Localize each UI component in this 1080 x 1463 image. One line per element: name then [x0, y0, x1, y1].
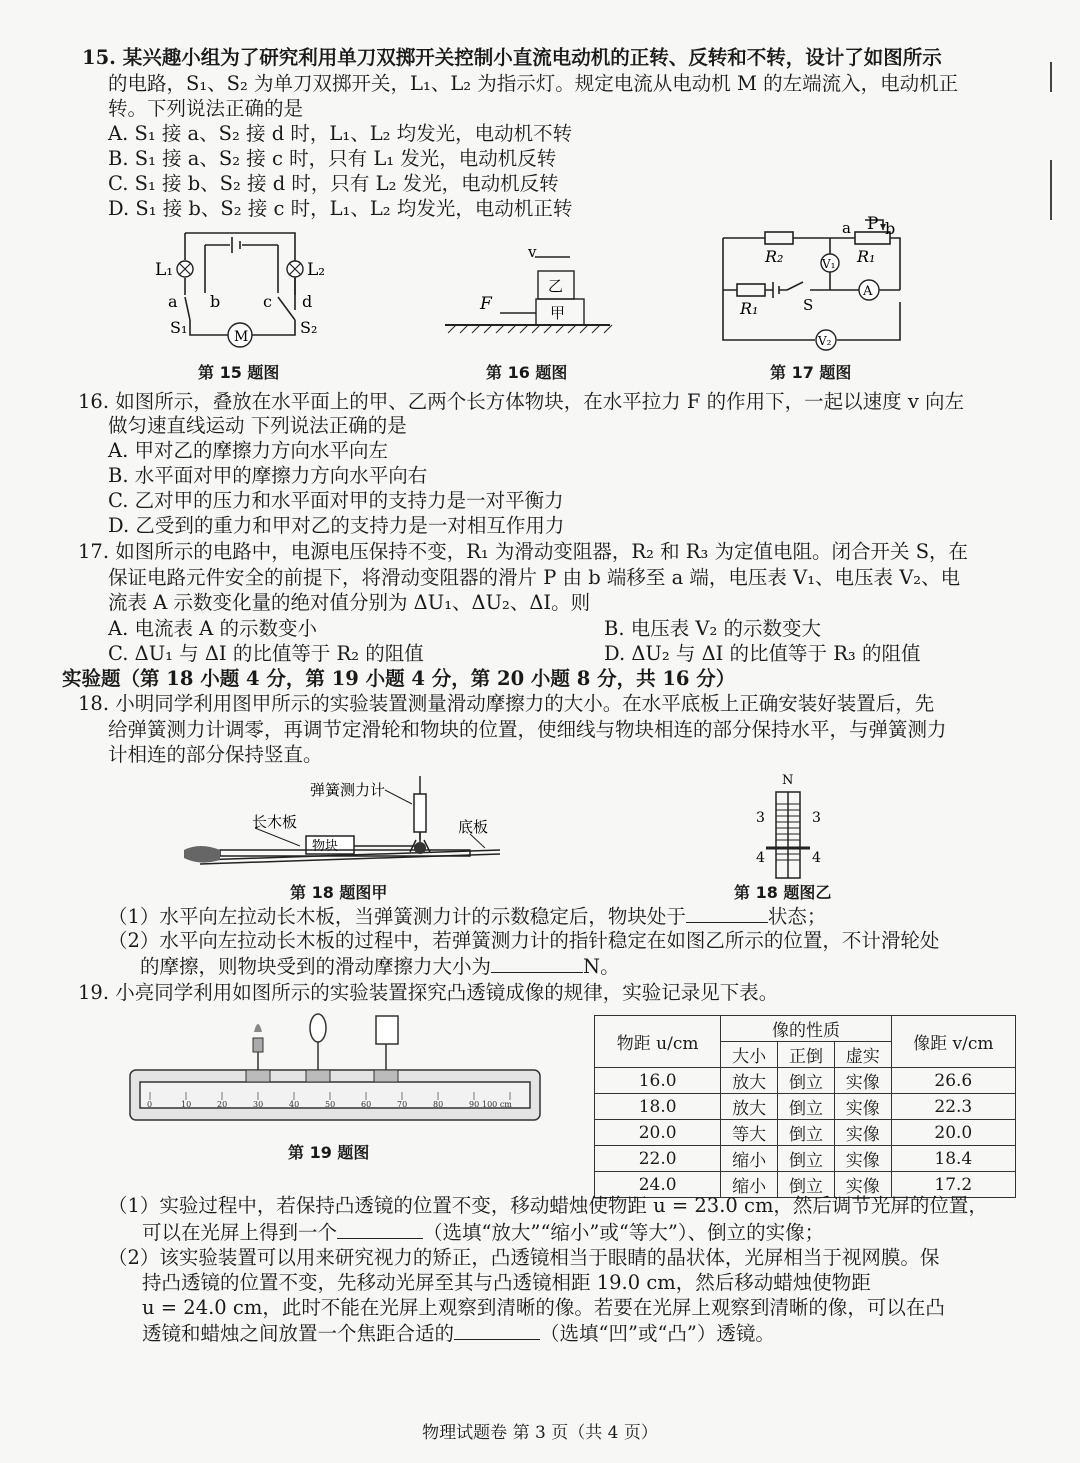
- table-cell: 缩小: [721, 1172, 778, 1198]
- scan-edge-mark: [1050, 62, 1052, 92]
- f17-label-b: b: [885, 219, 896, 238]
- table-cell: 放大: [721, 1094, 778, 1120]
- table-cell: 18.0: [595, 1094, 721, 1120]
- f18a-label-spring: 弹簧测力计: [310, 781, 386, 799]
- table-cell: 18.4: [891, 1146, 1015, 1172]
- f15-label-a: a: [168, 292, 178, 311]
- table-cell: 放大: [721, 1068, 778, 1094]
- f15-label-s2: S₂: [300, 318, 318, 337]
- q19-part-2-line-3: u = 24.0 cm，此时不能在光屏上观察到清晰的像。若要在光屏上观察到清晰的像，可以在凸: [142, 1296, 945, 1319]
- q18-part-2-text: 的摩擦，则物块受到的滑动摩擦力大小为: [140, 955, 492, 978]
- q17-line-3: 流表 A 示数变化量的绝对值分别为 ΔU₁、ΔU₂、ΔI。则: [108, 591, 591, 614]
- f18b-tick-4-left: 4: [756, 850, 765, 866]
- figure-18b-caption: 第 18 题图乙: [734, 883, 832, 902]
- table-cell: 等大: [721, 1120, 778, 1146]
- table-header-image-distance: 像距 v/cm: [891, 1016, 1015, 1068]
- figure-17-caption: 第 17 题图: [770, 363, 852, 382]
- f17-label-a-meter: A: [863, 284, 873, 299]
- table-cell: 实像: [834, 1172, 891, 1198]
- f17-label-v1: V₁: [822, 257, 836, 271]
- table-cell: 22.0: [595, 1146, 721, 1172]
- f18b-tick-3-left: 3: [756, 810, 765, 826]
- section-heading: 实验题（第 18 小题 4 分，第 19 小题 4 分，第 20 小题 8 分，共 16 分）: [62, 667, 736, 690]
- table-header-size: 大小: [721, 1042, 778, 1068]
- table-cell: 26.6: [891, 1068, 1015, 1094]
- q17-option-b: B. 电压表 V₂ 的示数变大: [604, 617, 822, 640]
- table-cell: 实像: [834, 1120, 891, 1146]
- table-cell: 20.0: [891, 1120, 1015, 1146]
- table-cell: 实像: [834, 1094, 891, 1120]
- q18-part-2-blank[interactable]: [491, 954, 583, 973]
- f18b-label-n: N: [782, 773, 794, 788]
- f18b-tick-3-right: 3: [812, 810, 821, 826]
- q16-line-2: 做匀速直线运动 下列说法正确的是: [108, 414, 407, 437]
- q18-part-2-line-1: （2）水平向左拉动长木板的过程中，若弹簧测力计的指针稳定在如图乙所示的位置，不计滑轮处: [108, 929, 940, 952]
- q16-option-c: C. 乙对甲的压力和水平面对甲的支持力是一对平衡力: [108, 489, 564, 512]
- f16-label-jia: 甲: [550, 304, 566, 322]
- f15-label-l1: L₁: [155, 260, 174, 280]
- f19-tick: 10: [181, 1100, 192, 1109]
- f19-tick: 90: [469, 1100, 480, 1109]
- q18-part-1: [108, 904, 826, 929]
- f17-label-s: S: [803, 296, 814, 314]
- f15-label-b: b: [210, 292, 221, 311]
- f17-label-r1-top: R₁: [857, 247, 876, 266]
- f19-tick: 20: [217, 1100, 228, 1109]
- figure-15-circuit: [150, 225, 340, 355]
- table-header-orientation: 正倒: [778, 1042, 835, 1068]
- f19-tick: 100 cm: [482, 1100, 512, 1109]
- f18a-label-board: 长木板: [252, 813, 298, 831]
- f19-tick: 80: [433, 1100, 444, 1109]
- table-cell: 17.2: [891, 1172, 1015, 1198]
- q15-option-b: B. S₁ 接 a、S₂ 接 c 时，只有 L₁ 发光，电动机反转: [108, 147, 557, 170]
- q17-line-1: 17. 如图所示的电路中，电源电压保持不变，R₁ 为滑动变阻器，R₂ 和 R₃ 为定值电阻。闭合开关 S，在: [78, 540, 969, 563]
- table-header-object-distance: 物距 u/cm: [595, 1016, 721, 1068]
- q18-part-2-tail: N。: [583, 955, 620, 978]
- f17-label-p: P: [867, 214, 879, 234]
- q18-part-1-text: （1）水平向左拉动长木板，当弹簧测力计的示数稳定后，物块处于: [108, 905, 686, 928]
- f15-label-s1: S₁: [170, 318, 188, 337]
- f16-label-yi: 乙: [548, 277, 564, 295]
- q18-line-1: 18. 小明同学利用图甲所示的实验装置测量滑动摩擦力的大小。在水平底板上正确安装好装置后，先: [78, 692, 935, 715]
- figure-16-caption: 第 16 题图: [486, 363, 568, 382]
- table-cell: 倒立: [778, 1172, 835, 1198]
- figure-19-optical-bench: [128, 1012, 543, 1132]
- q16-option-d: D. 乙受到的重力和甲对乙的支持力是一对相互作用力: [108, 514, 565, 537]
- q19-part-1-tail: （选填“放大”“缩小”或“等大”）、倒立的实像；: [423, 1221, 825, 1244]
- f17-label-v2: V₂: [818, 334, 832, 348]
- table-header-real-virtual: 虚实: [834, 1042, 891, 1068]
- q17-option-d: D. ΔU₂ 与 ΔI 的比值等于 R₃ 的阻值: [604, 642, 921, 665]
- q19-part-2-line-4: [142, 1321, 775, 1346]
- table-header-image-nature: 像的性质: [721, 1016, 891, 1042]
- f16-label-f: F: [480, 294, 492, 314]
- q16-option-b: B. 水平面对甲的摩擦力方向水平向右: [108, 464, 428, 487]
- q15-option-c: C. S₁ 接 b、S₂ 接 d 时，只有 L₂ 发光，电动机反转: [108, 172, 559, 195]
- q19-part-1-line-1: （1）实验过程中，若保持凸透镜的位置不变，移动蜡烛使物距 u = 23.0 cm，然后调节光屏的位置，: [108, 1194, 988, 1217]
- figure-15-caption: 第 15 题图: [198, 363, 280, 382]
- q19-part-1-text: 可以在光屏上得到一个: [142, 1221, 338, 1244]
- q19-part-2-blank[interactable]: [454, 1321, 540, 1340]
- table-row: [595, 1068, 1016, 1094]
- table-cell: 缩小: [721, 1146, 778, 1172]
- q19-data-table: [594, 1015, 1016, 1198]
- table-cell: 倒立: [778, 1068, 835, 1094]
- figure-18b-scale: [748, 770, 828, 880]
- figure-17-circuit: [715, 210, 915, 360]
- f19-tick: 60: [361, 1100, 372, 1109]
- q15-option-a: A. S₁ 接 a、S₂ 接 d 时，L₁、L₂ 均发光，电动机不转: [108, 122, 573, 145]
- f17-label-a: a: [842, 219, 851, 237]
- figure-19-caption: 第 19 题图: [288, 1143, 370, 1162]
- f17-label-r1: R₁: [740, 299, 759, 318]
- q15-line-3: 转。下列说法正确的是: [108, 97, 304, 120]
- table-cell: 20.0: [595, 1120, 721, 1146]
- q18-line-2: 给弹簧测力计调零，再调节定滑轮和物块的位置，使细线与物块相连的部分保持水平，与弹簧测力: [108, 718, 947, 741]
- f15-label-l2: L₂: [307, 260, 326, 280]
- f17-label-r2: R₂: [765, 247, 784, 266]
- table-cell: 倒立: [778, 1120, 835, 1146]
- f16-label-top: v: [528, 243, 537, 261]
- q16-line-1: 16. 如图所示，叠放在水平面上的甲、乙两个长方体物块，在水平拉力 F 的作用下，一起以速度 v 向左: [78, 390, 965, 413]
- q19-part-1-blank[interactable]: [337, 1220, 423, 1239]
- table-cell: 实像: [834, 1146, 891, 1172]
- table-cell: 16.0: [595, 1068, 721, 1094]
- q17-line-2: 保证电路元件安全的前提下，将滑动变阻器的滑片 P 由 b 端移至 a 端，电压表 V₁、电压表 V₂、电: [108, 566, 961, 589]
- table-row: [595, 1120, 1016, 1146]
- q17-option-c: C. ΔU₁ 与 ΔI 的比值等于 R₂ 的阻值: [108, 642, 424, 665]
- table-row: [595, 1146, 1016, 1172]
- f15-label-m: M: [234, 329, 249, 345]
- f18a-label-base: 底板: [458, 818, 489, 836]
- table-cell: 实像: [834, 1068, 891, 1094]
- f19-tick: 30: [253, 1100, 264, 1109]
- q19-part-2-line-1: （2）该实验装置可以用来研究视力的矫正，凸透镜相当于眼睛的晶状体，光屏相当于视网膜。保: [108, 1246, 940, 1269]
- q17-option-a: A. 电流表 A 的示数变小: [108, 617, 317, 640]
- q15-line-2: 的电路，S₁、S₂ 为单刀双掷开关，L₁、L₂ 为指示灯。规定电流从电动机 M 的左端流入，电动机正: [108, 72, 959, 95]
- q19-part-2-tail: （选填“凹”或“凸”）透镜。: [540, 1322, 775, 1345]
- f19-tick: 40: [289, 1100, 300, 1109]
- q18-part-1-blank[interactable]: [686, 904, 768, 923]
- figure-18a-caption: 第 18 题图甲: [290, 883, 388, 902]
- q18-part-1-tail: 状态；: [767, 905, 827, 928]
- f19-tick: 70: [397, 1100, 408, 1109]
- f19-tick: 50: [325, 1100, 336, 1109]
- scan-edge-mark: [1050, 160, 1052, 220]
- q19-intro: 19. 小亮同学利用如图所示的实验装置探究凸透镜成像的规律，实验记录见下表。: [78, 981, 779, 1004]
- f15-label-d: d: [302, 292, 313, 311]
- q18-line-3: 计相连的部分保持竖直。: [108, 743, 323, 766]
- f19-tick: 0: [147, 1100, 153, 1109]
- figure-18a-apparatus: [180, 770, 520, 870]
- table-cell: 倒立: [778, 1094, 835, 1120]
- q18-part-2-line-2: [140, 954, 620, 979]
- q15-line-1: 15. 某兴趣小组为了研究利用单刀双掷开关控制小直流电动机的正转、反转和不转，设计了如图所示: [82, 46, 942, 69]
- q16-option-a: A. 甲对乙的摩擦力方向水平向左: [108, 439, 388, 462]
- q19-part-1-line-2: [142, 1220, 824, 1245]
- f18b-tick-4-right: 4: [812, 850, 821, 866]
- page-footer: 物理试题卷 第 3 页（共 4 页）: [422, 1423, 658, 1443]
- table-cell: 22.3: [891, 1094, 1015, 1120]
- table-cell: 24.0: [595, 1172, 721, 1198]
- q15-option-d: D. S₁ 接 b、S₂ 接 c 时，L₁、L₂ 均发光，电动机正转: [108, 197, 573, 220]
- table-cell: 倒立: [778, 1146, 835, 1172]
- q19-part-2-line-2: 持凸透镜的位置不变，先移动光屏至其与凸透镜相距 19.0 cm，然后移动蜡烛使物距: [142, 1271, 871, 1294]
- table-row: [595, 1094, 1016, 1120]
- f15-label-c: c: [263, 292, 272, 311]
- figure-16-blocks: [440, 245, 620, 345]
- q19-part-2-text: 透镜和蜡烛之间放置一个焦距合适的: [142, 1322, 455, 1345]
- f18a-label-block: 物块: [312, 839, 339, 854]
